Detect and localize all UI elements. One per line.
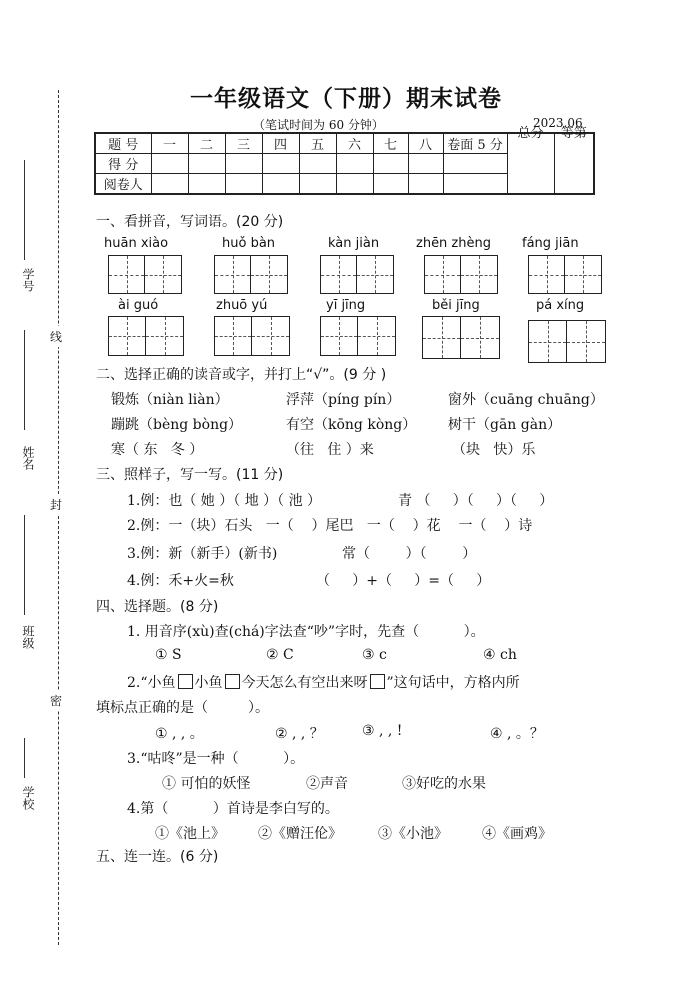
score-header-cell: 一 [151, 133, 188, 154]
option[interactable]: ④《画鸡》 [482, 826, 552, 842]
tianzige-box[interactable] [320, 255, 394, 294]
pinyin-label: zhēn zhèng [416, 236, 491, 251]
score-input-cell[interactable] [225, 154, 262, 174]
question-4: 4.第（ ）首诗是李白写的。 [127, 801, 339, 817]
pinyin-label: huǒ bàn [222, 236, 276, 251]
question-1: 1. 用音序(xù)查(chá)字法查“吵”字时，先查（ ）。 [127, 624, 485, 640]
score-header-cell: 六 [336, 133, 373, 154]
pinyin-label: kàn jiàn [328, 236, 380, 251]
choice-item[interactable]: 蹦跳（bèng bòng） [111, 417, 243, 433]
tianzige-box[interactable] [320, 316, 396, 356]
score-header-cell: 七 [373, 133, 408, 154]
choice-item[interactable]: （往 住 ）来 [286, 442, 374, 458]
option[interactable]: ④ , 。？ [490, 726, 544, 742]
tianzige-box[interactable] [422, 316, 500, 359]
tianzige-box[interactable] [528, 255, 602, 294]
tianzige-box[interactable] [214, 255, 288, 294]
pinyin-label: fáng jiān [522, 236, 579, 251]
score-header-cell: 卷面 5 分 [443, 133, 507, 154]
option[interactable]: ①《池上》 [155, 826, 225, 842]
option[interactable]: ②《赠汪伦》 [258, 826, 342, 842]
binding-dashed-line [58, 90, 59, 945]
score-input-cell[interactable] [408, 154, 443, 174]
exam-date: 2023.06 [533, 116, 583, 130]
score-input-cell[interactable] [262, 154, 299, 174]
grader-input-cell[interactable] [188, 174, 225, 195]
tianzige-box[interactable] [214, 316, 290, 356]
score-header-cell: 题 号 [95, 133, 151, 154]
section-4-heading: 四、选择题。(8 分) [96, 599, 219, 615]
score-header-cell: 三 [225, 133, 262, 154]
score-header-cell: 二 [188, 133, 225, 154]
pinyin-label: huān xiào [104, 236, 169, 251]
score-input-cell[interactable] [336, 154, 373, 174]
name-blank [24, 330, 25, 430]
choice-item[interactable]: 有空（kōng kòng） [286, 417, 417, 433]
option[interactable]: ① S [155, 647, 182, 663]
pinyin-label: ài guó [118, 298, 159, 313]
seal-xian: 线 [50, 326, 62, 347]
score-header-cell: 四 [262, 133, 299, 154]
example-line: 3.例：新（新手）(新书) [127, 546, 278, 562]
student-number-label: 学号 [21, 268, 35, 292]
blank-square[interactable] [178, 674, 193, 689]
question-2: 2.“小鱼 小鱼 今天怎么有空出来呀 ”这句话中，方格内所 [127, 675, 520, 691]
section-5-heading: 五、连一连。(6 分) [96, 849, 219, 865]
option[interactable]: ① 可怕的妖怪 [162, 776, 251, 792]
section-2-heading: 二、选择正确的读音或字，并打上“√”。(9 分 ) [96, 367, 387, 383]
score-input-cell[interactable] [443, 154, 507, 174]
answer-blanks[interactable]: 常（ ）（ ） [342, 546, 477, 562]
total-score-cell: 总分 [507, 133, 554, 194]
grader-input-cell[interactable] [443, 174, 507, 195]
choice-item[interactable]: 窗外（cuāng chuāng） [448, 392, 604, 408]
grade-cell: 等第 [554, 133, 594, 194]
exam-duration: （笔试时间为 60 分钟） [253, 118, 384, 132]
score-header-cell: 五 [299, 133, 336, 154]
tianzige-box[interactable] [108, 316, 184, 356]
score-input-cell[interactable] [299, 154, 336, 174]
answer-blanks[interactable]: 青 （ ）（ ）（ ） [398, 493, 554, 509]
section-3-heading: 三、照样子，写一写。(11 分) [96, 467, 284, 483]
class-blank [24, 515, 25, 615]
score-input-cell[interactable] [373, 154, 408, 174]
option[interactable]: ③《小池》 [378, 826, 448, 842]
tianzige-box[interactable] [108, 255, 182, 294]
pinyin-label: běi jīng [432, 298, 480, 313]
grader-input-cell[interactable] [151, 174, 188, 195]
tianzige-box[interactable] [528, 320, 606, 363]
blank-square[interactable] [225, 674, 240, 689]
grader-input-cell[interactable] [373, 174, 408, 195]
pinyin-label: pá xíng [536, 298, 585, 313]
grader-input-cell[interactable] [336, 174, 373, 195]
name-label: 姓名 [21, 446, 35, 470]
class-label: 班级 [21, 625, 35, 649]
choice-item[interactable]: 寒（ 东 冬 ） [111, 442, 204, 458]
option[interactable]: ② , , ？ [275, 726, 324, 742]
score-input-cell[interactable] [188, 154, 225, 174]
score-input-cell[interactable] [151, 154, 188, 174]
choice-item[interactable]: 浮萍（píng pín） [286, 392, 401, 408]
seal-mi: 密 [50, 690, 62, 711]
pinyin-label: yī jīng [326, 298, 366, 313]
choice-item[interactable]: （块 快）乐 [452, 442, 536, 458]
student-number-blank [24, 160, 25, 260]
example-line[interactable]: 2.例：一（块）石头 一（ ）尾巴 一（ ）花 一（ ）诗 [127, 518, 533, 534]
grader-input-cell[interactable] [262, 174, 299, 195]
grader-row-label: 阅卷人 [95, 174, 151, 195]
option[interactable]: ③好吃的水果 [402, 776, 486, 792]
option[interactable]: ② C [266, 647, 294, 663]
question-3: 3.“咕咚”是一种（ ）。 [127, 751, 305, 767]
tianzige-box[interactable] [424, 255, 498, 294]
grader-input-cell[interactable] [408, 174, 443, 195]
school-blank [24, 738, 25, 778]
choice-item[interactable]: 锻炼（niàn liàn） [111, 392, 229, 408]
option[interactable]: ④ ch [483, 647, 517, 663]
pinyin-label: zhuō yú [216, 298, 268, 313]
option[interactable]: ③ c [362, 647, 387, 663]
section-1-heading: 一、看拼音，写词语。(20 分) [96, 214, 284, 230]
score-row-label: 得 分 [95, 154, 151, 174]
answer-blanks[interactable]: （ ）+（ ）=（ ） [316, 573, 491, 589]
choice-item[interactable]: 树干（gān gàn） [448, 417, 562, 433]
school-label: 学校 [21, 786, 35, 810]
option[interactable]: ① , , 。 [155, 726, 204, 742]
grader-input-cell[interactable] [299, 174, 336, 195]
grader-input-cell[interactable] [225, 174, 262, 195]
seal-feng: 封 [50, 494, 62, 515]
option[interactable]: ②声音 [306, 776, 348, 792]
question-2-cont: 填标点正确的是（ ）。 [96, 700, 270, 716]
page-title: 一年级语文（下册）期末试卷 [190, 85, 502, 112]
blank-square[interactable] [370, 674, 385, 689]
option[interactable]: ③ , , ! [362, 723, 403, 739]
score-header-cell: 八 [408, 133, 443, 154]
example-line: 4.例：禾+火=秋 [127, 573, 234, 589]
example-line: 1.例：也（ 她 ）（ 地 ）（ 池 ） [127, 493, 322, 509]
